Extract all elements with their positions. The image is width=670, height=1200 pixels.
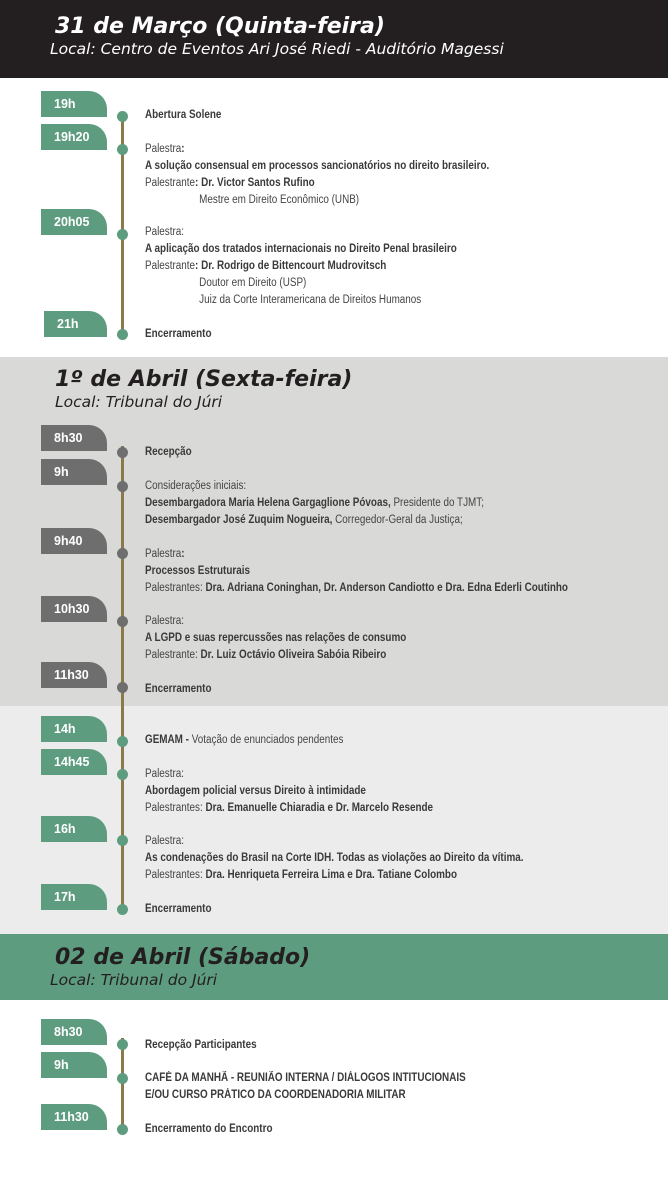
time-badge: 8h30 (41, 1019, 107, 1045)
event-entry (145, 1037, 275, 1054)
day3-header (0, 934, 668, 1000)
event-entry (145, 833, 585, 884)
time-badge: 17h (41, 884, 107, 910)
event-title: Recepção Participantes (145, 1039, 257, 1051)
event-entry (145, 732, 376, 749)
speaker-name: Dr. Victor Santos Rufino (201, 177, 315, 189)
time-badge: 8h30 (41, 425, 107, 451)
time-badge: 9h (41, 459, 107, 485)
time-badge: 19h (41, 91, 107, 117)
event-entry (145, 766, 480, 817)
time-badge: 14h45 (41, 749, 107, 775)
timeline-dot (117, 616, 128, 627)
speaker-name: Dra. Henriqueta Ferreira Lima e Dra. Tatiane Colombo (205, 869, 458, 881)
timeline-dot (117, 769, 128, 780)
timeline-dot (117, 144, 128, 155)
day2-header (0, 367, 668, 411)
day2-local: Local: Tribunal do Júri (55, 393, 223, 411)
timeline-dot (117, 481, 128, 492)
speaker-name: Dra. Adriana Coninghan, Dr. Anderson Candiotto e Dra. Edna Ederli Coutinho (205, 582, 568, 594)
event-title-line2: E/OU CURSO PRÁTICO DA COORDENADORIA MILITAR (145, 1089, 406, 1101)
speaker-name: Dr. Rodrigo de Bittencourt Mudrovitsch (201, 260, 387, 272)
time-badge: 9h40 (41, 528, 107, 554)
timeline-dot (117, 548, 128, 559)
event-kind: Palestra (145, 143, 182, 155)
event-title: Encerramento (145, 903, 212, 915)
event-description: Votação de enunciados pendentes (188, 734, 344, 746)
event-entry (145, 444, 199, 461)
event-title: Encerramento do Encontro (145, 1123, 273, 1135)
day1-header (0, 0, 668, 78)
timeline-dot (117, 229, 128, 240)
speaker-name: Dra. Emanuelle Chiaradia e Dr. Marcelo Resende (205, 802, 434, 814)
time-badge: 21h (44, 311, 107, 337)
event-title: GEMAM - (145, 734, 189, 746)
event-kind: Considerações iniciais: (145, 480, 247, 492)
speaker-label: Palestrante: (145, 649, 201, 661)
event-entry: Palestra: Processos Estruturais Palestrantes: Dra. Adriana Coninghan, Dr. Anderson Candiotto e Dra. Edna Ederli Coutinho (145, 548, 568, 594)
day3-local: Local: Tribunal do Júri (50, 971, 218, 989)
event-kind: Palestra: (145, 226, 185, 238)
event-kind: Palestra: (145, 835, 185, 847)
event-entry (145, 107, 234, 124)
event-title: Encerramento (145, 328, 212, 340)
time-badge: 11h30 (41, 662, 107, 688)
event-title: Recepção (145, 446, 192, 458)
event-title: A solução consensual em processos sancionatórios no direito brasileiro. (145, 160, 490, 172)
speaker-label: Palestrante (145, 177, 196, 189)
speaker-label: Palestrantes: (145, 802, 206, 814)
time-badge: 11h30 (41, 1104, 107, 1130)
speaker-detail: Juiz da Corte Interamericana de Direitos Humanos (199, 294, 422, 306)
event-entry (145, 1070, 518, 1104)
timeline-dot (117, 835, 128, 846)
event-entry: Palestra: A solução consensual em processos sancionatórios no direito brasileiro. Palestrante: Dr. Victor Santos Rufino Mestre em Direito Econômico (UNB) (145, 141, 545, 209)
timeline-dot (117, 736, 128, 747)
time-badge: 14h (41, 716, 107, 742)
timeline-dot (117, 1073, 128, 1084)
day1-title: 31 de Março (Quinta-feira) (55, 14, 385, 39)
event-entry (145, 613, 449, 664)
event-title: CAFÉ DA MANHÃ - REUNIÃO INTERNA / DIÁLOGOS INTITUCIONAIS (145, 1072, 466, 1084)
time-badge: 10h30 (41, 596, 107, 622)
person-role: Corregedor-Geral da Justiça; (332, 514, 463, 526)
timeline-dot (117, 1124, 128, 1135)
event-title: As condenações do Brasil na Corte IDH. Todas as violações ao Direito da vítima. (145, 852, 524, 864)
speaker-label: Palestrantes: (145, 582, 206, 594)
event-entry: Palestra: A aplicação dos tratados internacionais no Direito Penal brasileiro Palestrante: Dr. Rodrigo de Bittencourt Mudrovitsch Doutor em Direito (USP) Juiz da Corte Interamericana de Direitos Humanos (145, 224, 508, 309)
event-title: Processos Estruturais (145, 565, 251, 577)
event-title: A aplicação dos tratados internacionais no Direito Penal brasileiro (145, 243, 457, 255)
speaker-detail: Doutor em Direito (USP) (199, 277, 307, 289)
day2-title: 1º de Abril (Sexta-feira) (55, 367, 353, 392)
event-entry (145, 681, 222, 698)
speaker-label: Palestrantes: (145, 869, 206, 881)
time-badge: 20h05 (41, 209, 107, 235)
day3-title: 02 de Abril (Sábado) (55, 945, 311, 970)
event-kind: Palestra: (145, 768, 185, 780)
day3-timeline (121, 1038, 124, 1131)
timeline-dot (117, 682, 128, 693)
timeline-dot (117, 111, 128, 122)
event-title: Abertura Solene (145, 109, 222, 121)
person-name: Desembargadora Maria Helena Gargaglione Póvoas, (145, 497, 391, 509)
event-entry (145, 326, 222, 343)
event-entry (145, 478, 539, 529)
event-kind: Palestra (145, 548, 182, 560)
speaker-detail: Mestre em Direito Econômico (UNB) (199, 194, 360, 206)
day1-local: Local: Centro de Eventos Ari José Riedi - Auditório Magessi (50, 40, 504, 58)
event-entry (145, 901, 222, 918)
time-badge: 19h20 (41, 124, 107, 150)
time-badge: 16h (41, 816, 107, 842)
person-role: Presidente do TJMT; (390, 497, 484, 509)
person-name: Desembargador José Zuquim Nogueira, (145, 514, 333, 526)
timeline-dot (117, 329, 128, 340)
event-kind: Palestra: (145, 615, 185, 627)
event-title: Abordagem policial versus Direito à intimidade (145, 785, 366, 797)
timeline-dot (117, 904, 128, 915)
event-title: A LGPD e suas repercussões nas relações de consumo (145, 632, 407, 644)
event-title: Encerramento (145, 683, 212, 695)
timeline-dot (117, 1039, 128, 1050)
speaker-label: Palestrante (145, 260, 196, 272)
event-entry (145, 1121, 293, 1138)
speaker-name: Dr. Luiz Octávio Oliveira Sabóia Ribeiro (200, 649, 387, 661)
timeline-dot (117, 447, 128, 458)
time-badge: 9h (41, 1052, 107, 1078)
